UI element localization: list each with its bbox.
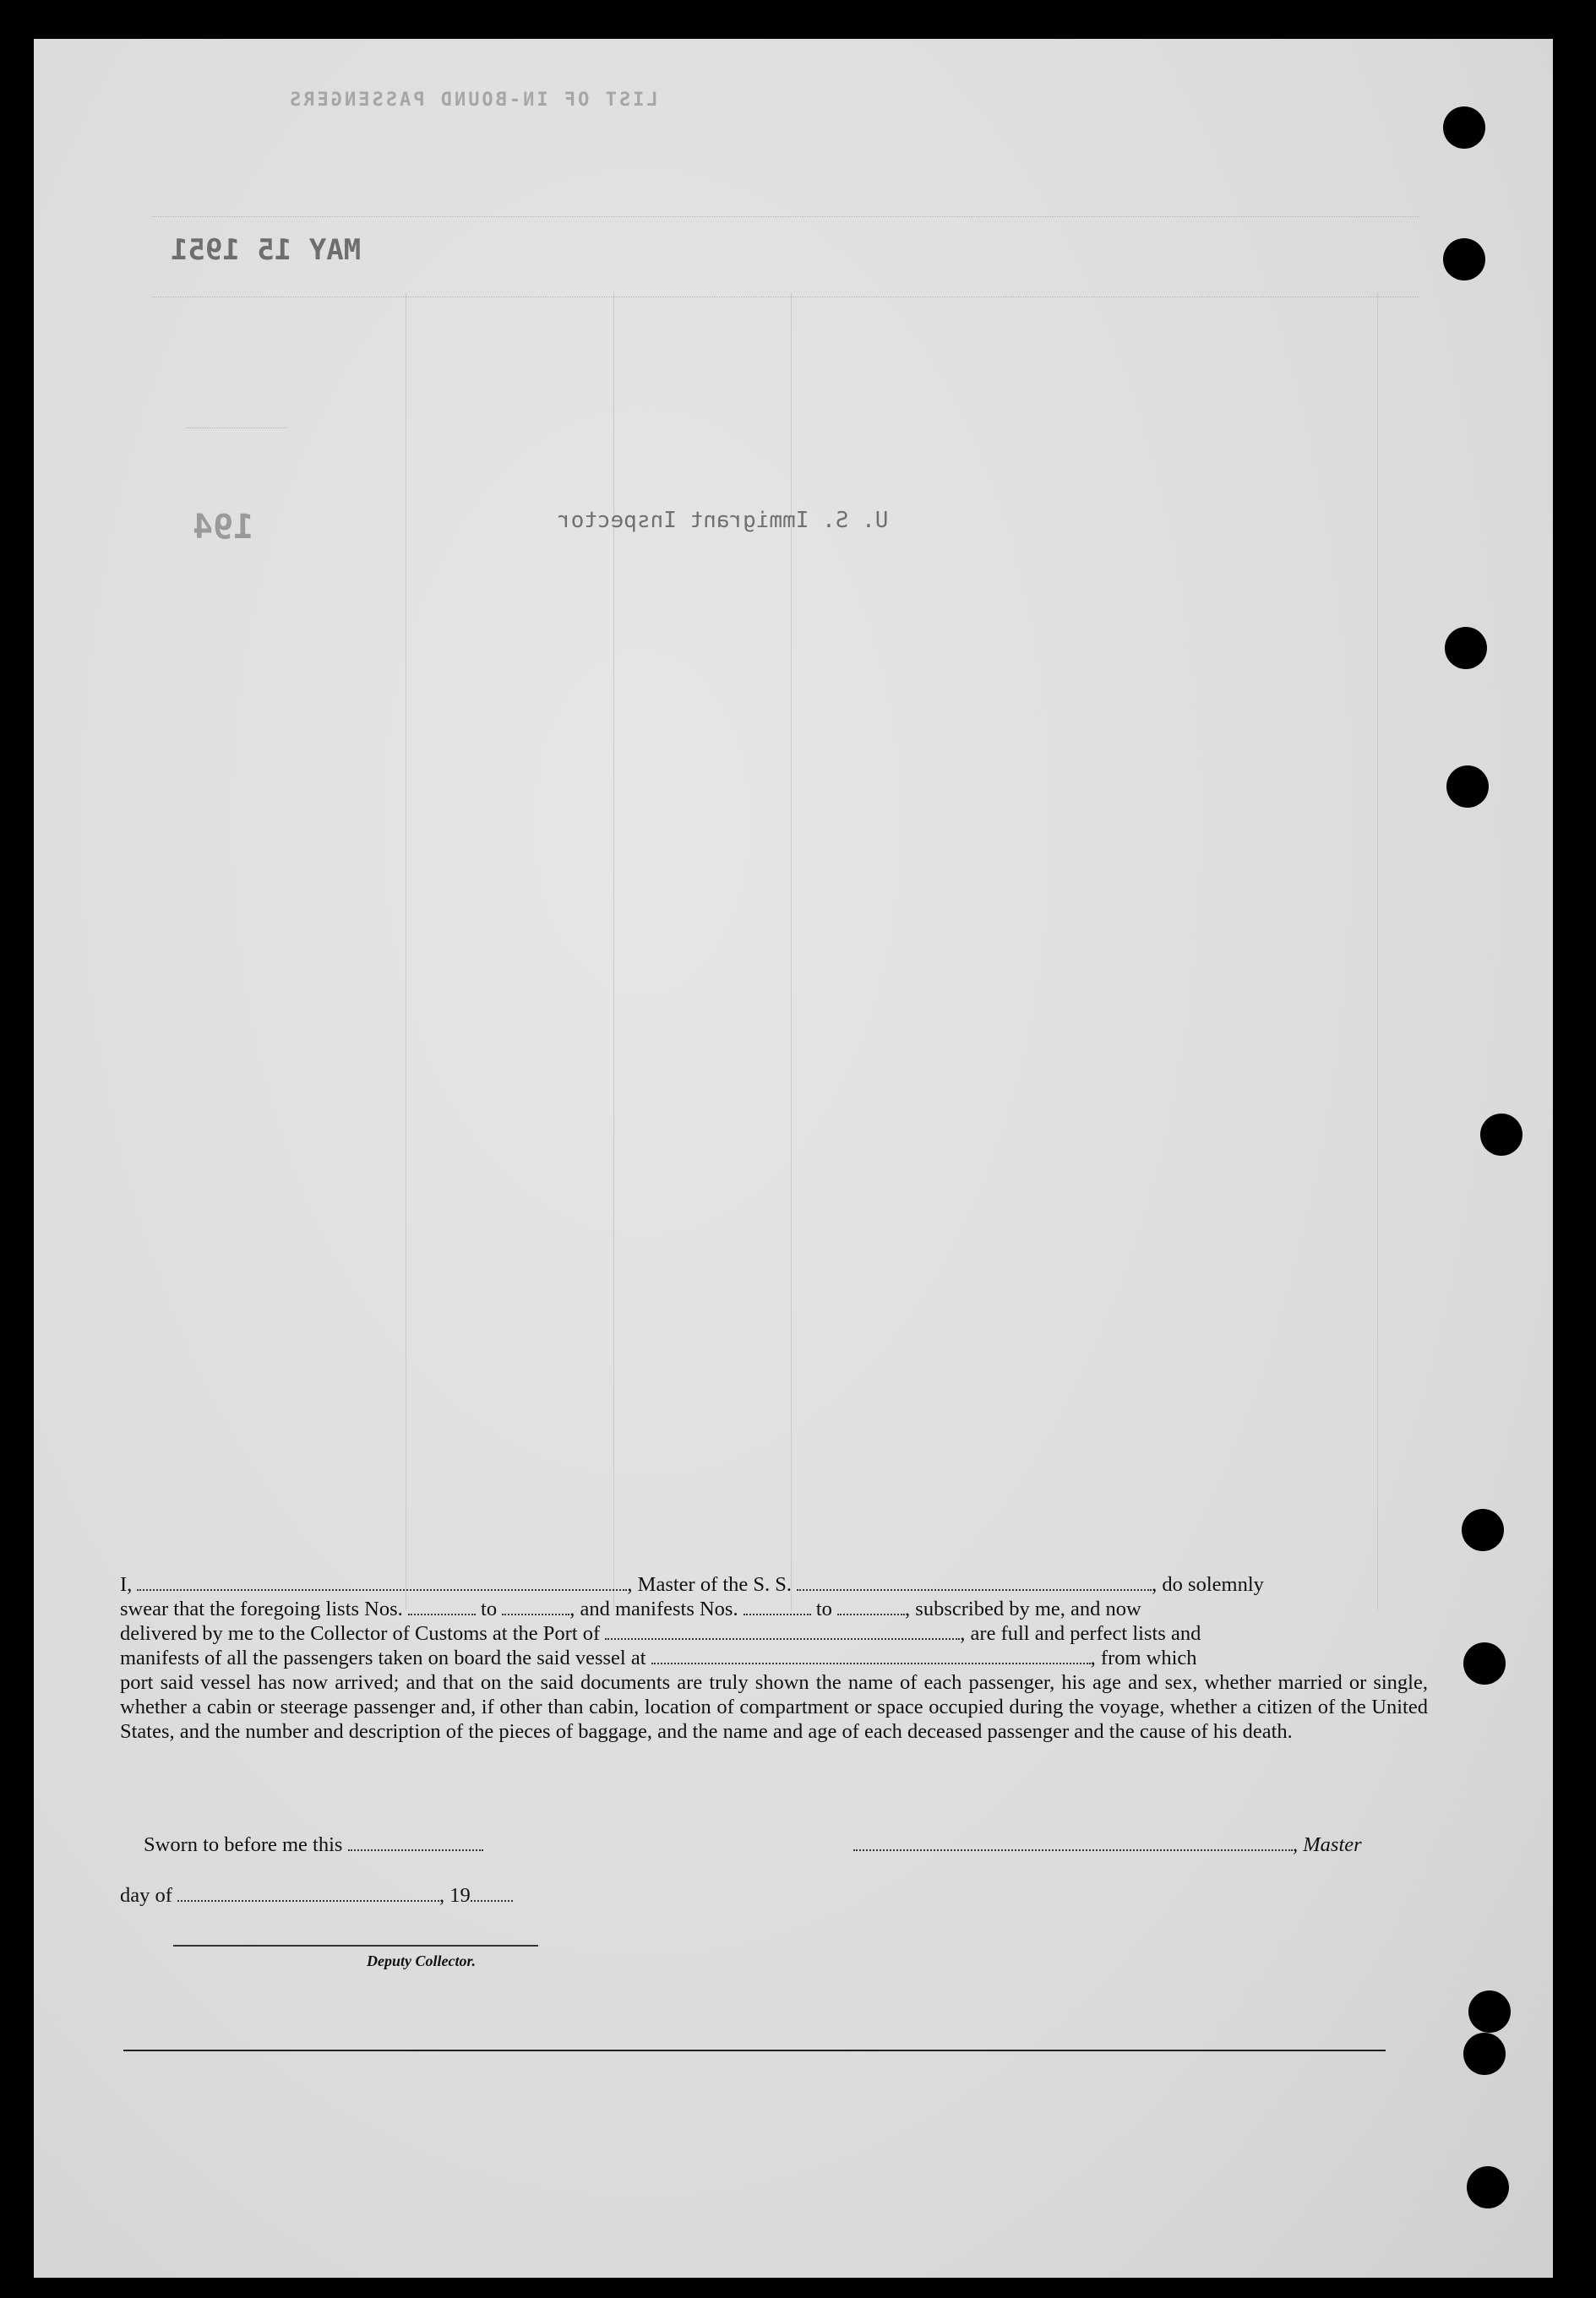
oath-text: to [810,1598,838,1620]
oath-text: , and manifests Nos. [569,1598,744,1620]
ghost-title: LIST OF IN-BOUND PASSENGERS [287,90,658,111]
punch-hole [1443,106,1485,149]
lists-from-blank[interactable] [408,1613,476,1615]
ghost-line [152,216,1419,217]
year-prefix: , 19 [439,1884,471,1907]
manifests-to-blank[interactable] [837,1613,905,1615]
punch-hole [1468,1990,1511,2033]
punch-hole [1463,1642,1506,1685]
punch-hole [1463,2033,1506,2075]
ghost-column [613,292,614,1610]
punch-hole [1462,1509,1504,1551]
inspector-stamp: U. S. Immigrant Inspector [558,508,889,533]
master-name-blank[interactable] [137,1588,627,1591]
month-blank[interactable] [177,1899,439,1902]
day-of-label: day of [120,1884,178,1907]
deputy-signature-line[interactable] [173,1945,538,1947]
oath-text: delivered by me to the Collector of Customs at the Port of [120,1622,606,1645]
punch-hole [1443,238,1485,280]
oath-text: to [475,1598,503,1620]
oath-line-3 [120,1621,1428,1646]
number-stamp: 194 [193,508,254,547]
manifests-from-blank[interactable] [744,1613,811,1615]
master-signature-blank[interactable] [853,1849,1293,1851]
sworn-day-blank[interactable] [348,1849,483,1851]
deputy-collector-label: Deputy Collector. [367,1952,476,1969]
oath-text: swear that the foregoing lists Nos. [120,1598,408,1620]
document-page [34,39,1553,2278]
oath-line-4 [120,1646,1428,1670]
oath-text: , do solemnly [1152,1573,1264,1596]
date-stamp: MAY 15 1951 [171,233,362,267]
bottom-rule [123,2050,1386,2051]
punch-hole [1445,627,1487,669]
oath-body: port said vessel has now arrived; and that on the said documents are truly shown the name of each passenger, his age and sex, whether married or single, whether a cabin or steerage passenger and, if other than cabin, location of compartment or space occupied during the voyage, whether a citizen of the United States, and the number and description of the pieces of baggage, and the name and age of each deceased passenger and the cause of his death. [120,1671,1428,1743]
oath-text: , subscribed by me, and now [905,1598,1141,1620]
oath-text: , Master of the S. S. [627,1573,798,1596]
port-blank[interactable] [605,1637,960,1640]
ghost-line [186,427,287,428]
master-signature-row [853,1833,1362,1857]
oath-text: , from which [1090,1647,1197,1669]
oath-text: I, [120,1573,138,1596]
ghost-column [791,292,792,1610]
day-of-row [120,1884,513,1908]
master-label: , Master [1293,1833,1362,1856]
oath-text: , are full and perfect lists and [960,1622,1201,1645]
punch-hole [1467,2166,1509,2208]
punch-hole [1446,765,1489,808]
ghost-column [1377,292,1378,1610]
punch-hole [1480,1114,1522,1156]
boarding-port-blank[interactable] [651,1662,1091,1664]
oath-line-2 [120,1597,1428,1621]
lists-to-blank[interactable] [502,1613,569,1615]
ship-name-blank[interactable] [797,1588,1152,1591]
oath-line-1 [120,1572,1428,1597]
sworn-row [144,1833,483,1857]
oath-text: manifests of all the passengers taken on board the said vessel at [120,1647,651,1669]
sworn-label: Sworn to before me this [144,1833,348,1856]
year-blank[interactable] [471,1899,513,1902]
oath-paragraph [120,1572,1428,1744]
